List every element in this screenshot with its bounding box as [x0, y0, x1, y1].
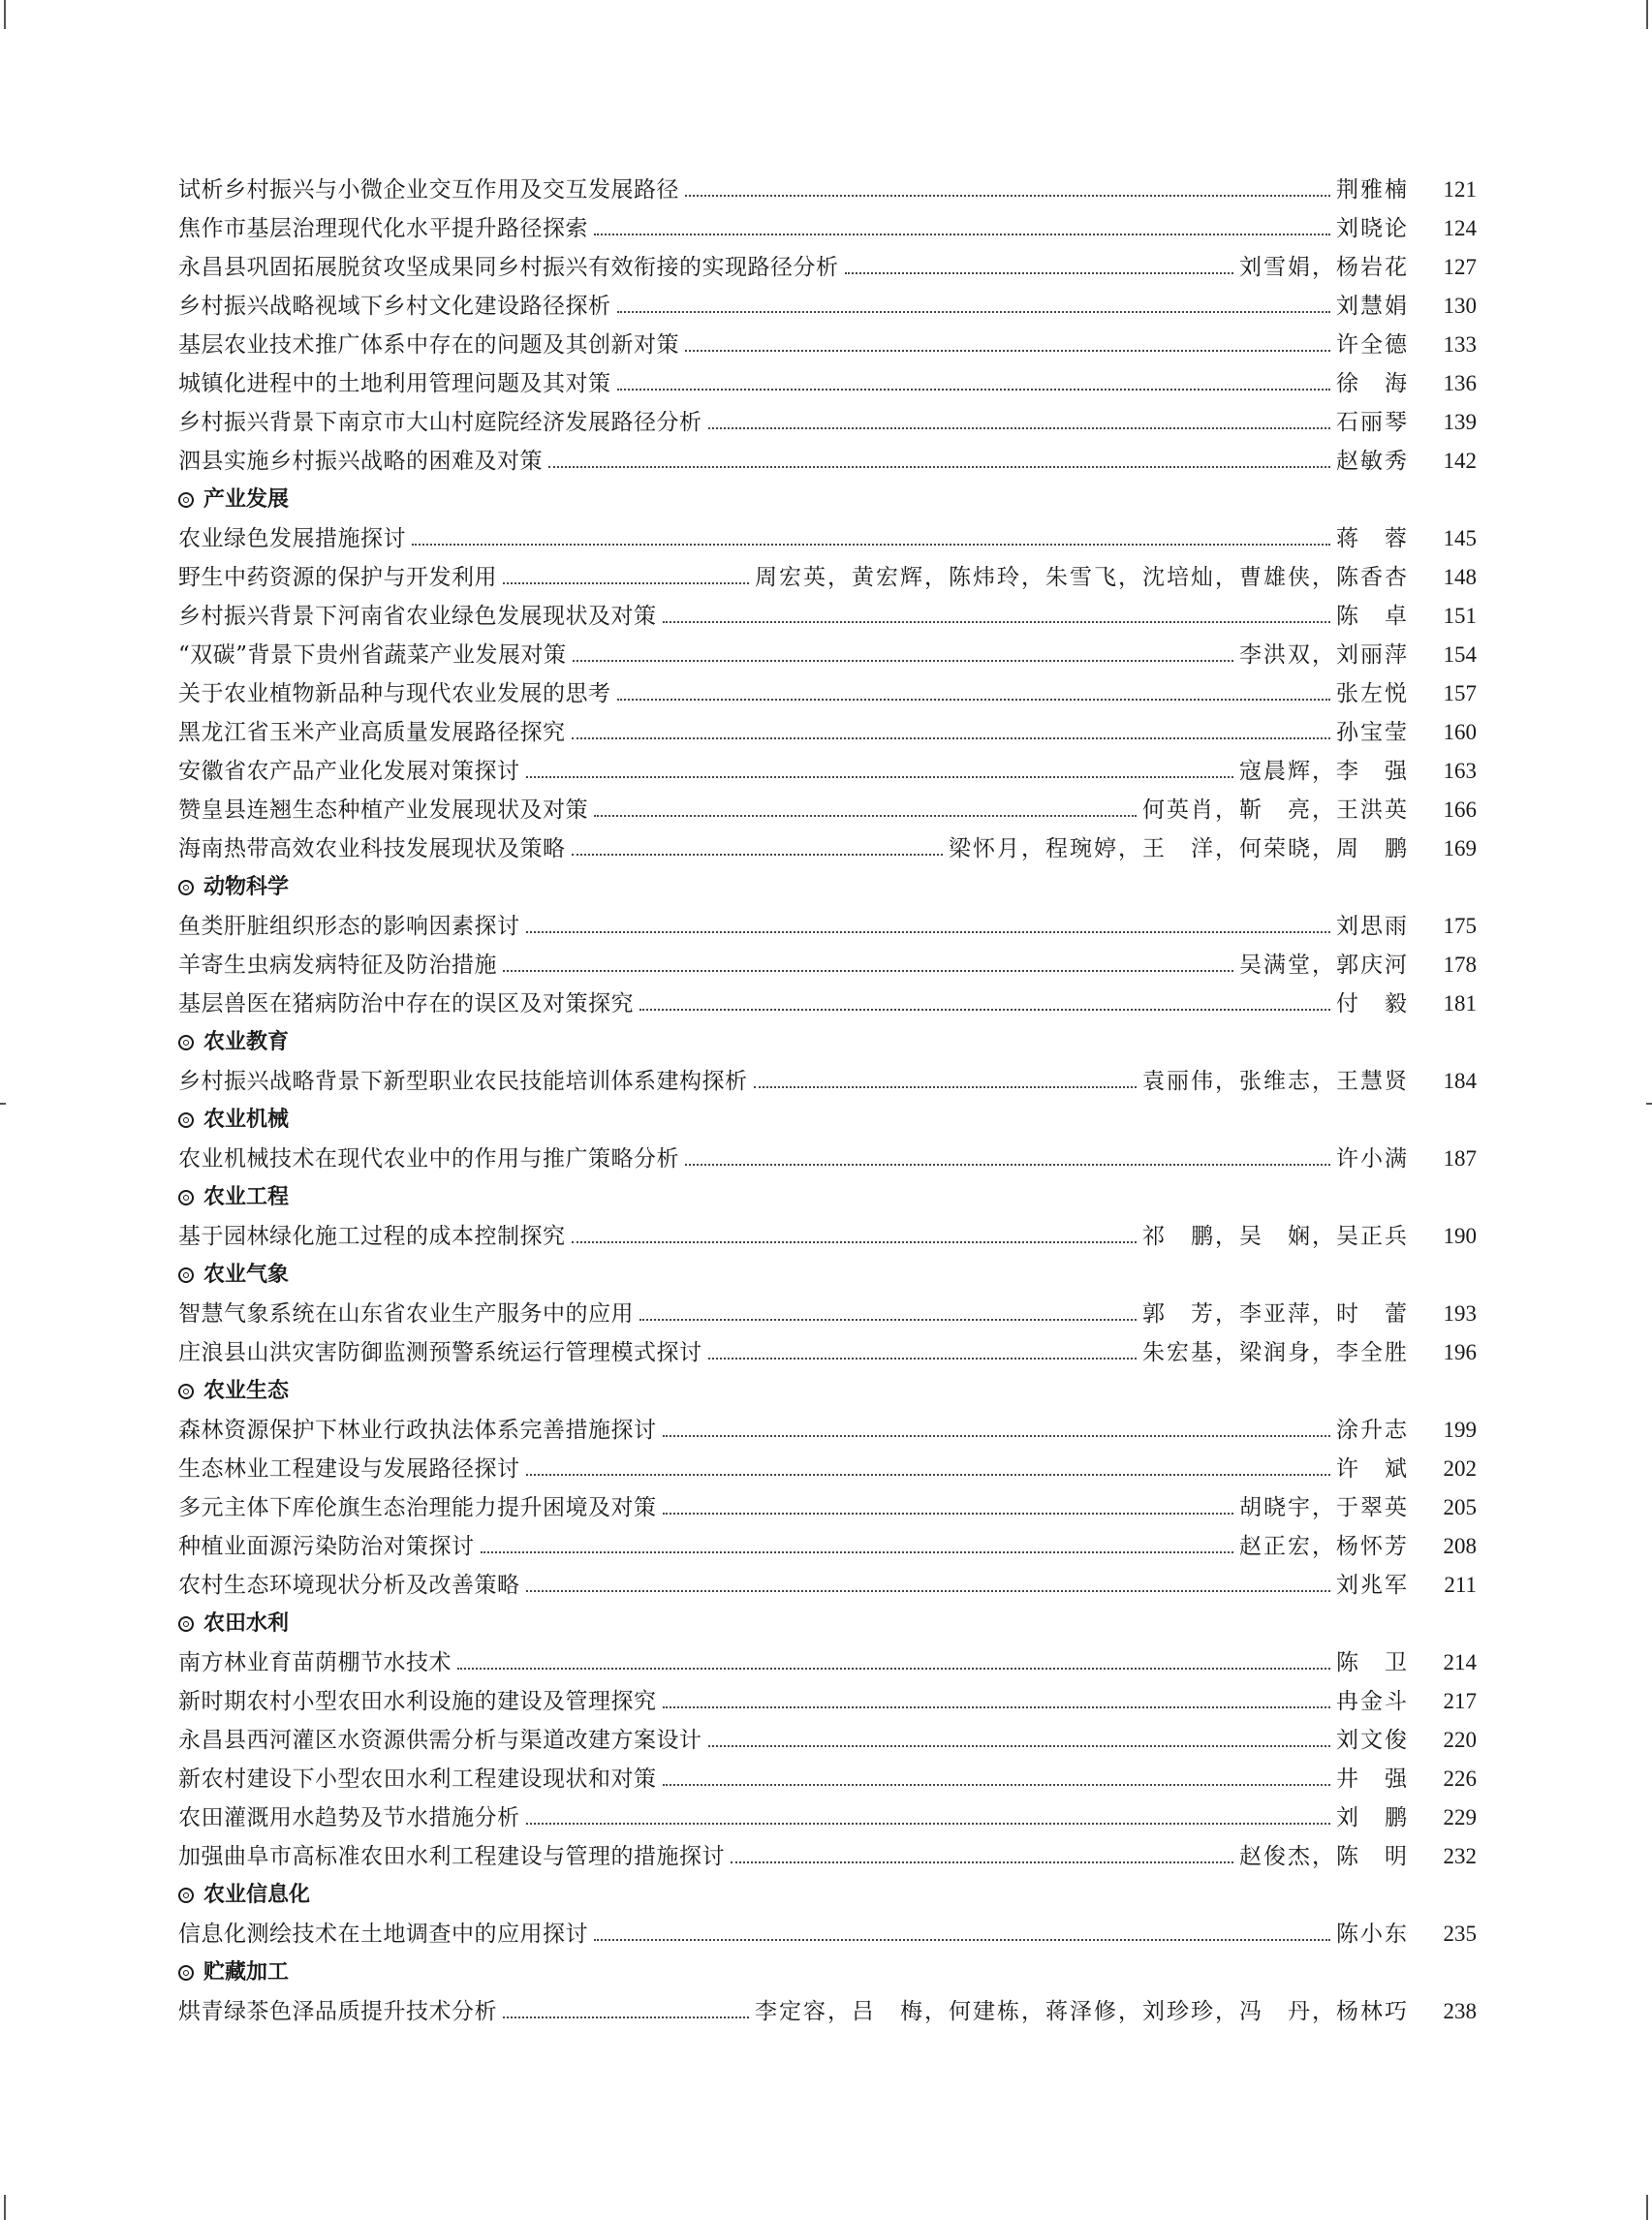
- dot-leader: [639, 1319, 1137, 1321]
- toc-entry[interactable]: [178, 985, 1477, 1023]
- article-title: 基层兽医在猪病防治中存在的误区及对策探究: [178, 991, 634, 1016]
- section-title: 农业机械: [203, 1108, 290, 1132]
- crop-mark-bottom-left: [4, 2195, 6, 2220]
- dot-leader: [412, 544, 1330, 546]
- article-authors: 赵敏秀: [1336, 449, 1409, 474]
- toc-entry[interactable]: [178, 248, 1477, 287]
- dot-leader: [503, 582, 749, 584]
- dot-leader: [663, 1435, 1331, 1437]
- article-title: 南方林业育苗荫棚节水技术: [178, 1650, 452, 1675]
- page-number: 184: [1443, 1069, 1477, 1093]
- article-authors: 井 强: [1336, 1767, 1409, 1792]
- article-title: 信息化测绘技术在土地调查中的应用探讨: [178, 1922, 588, 1947]
- dot-leader: [548, 466, 1330, 468]
- toc-entry[interactable]: [178, 1411, 1477, 1450]
- article-title: 庄浪县山洪灾害防御监测预警系统运行管理模式探讨: [178, 1340, 702, 1365]
- dot-leader: [708, 427, 1331, 429]
- dot-leader: [663, 621, 1331, 623]
- article-title: 乡村振兴背景下河南省农业绿色发展现状及对策: [178, 604, 657, 629]
- section-title: 农业气象: [203, 1263, 290, 1287]
- toc-entry[interactable]: [178, 442, 1477, 481]
- page-number: 199: [1443, 1418, 1477, 1442]
- article-authors: 赵俊杰，陈 明: [1239, 1844, 1409, 1869]
- page-number: 217: [1443, 1689, 1477, 1713]
- toc-entry[interactable]: [178, 1062, 1477, 1101]
- double-circle-bullet-icon: [178, 1616, 194, 1632]
- toc-entry[interactable]: [178, 1527, 1477, 1566]
- crop-mark-middle-left: [0, 1103, 6, 1105]
- article-title: 新时期农村小型农田水利设施的建设及管理探究: [178, 1689, 657, 1714]
- double-circle-bullet-icon: [178, 1965, 194, 1981]
- article-authors: 祁 鹏，吴 娴，吴正兵: [1142, 1224, 1409, 1249]
- article-authors: 梁怀月，程琬婷，王 洋，何荣晓，周 鹏: [949, 836, 1409, 861]
- toc-entry[interactable]: [178, 171, 1477, 209]
- article-authors: 刘文俊: [1336, 1728, 1409, 1753]
- section-title: 贮藏加工: [203, 1960, 290, 1985]
- article-authors: 付 毅: [1336, 991, 1409, 1016]
- section-title: 农业教育: [203, 1030, 290, 1054]
- dot-leader: [731, 1861, 1233, 1863]
- section-title: 产业发展: [203, 487, 290, 512]
- article-title: 烘青绿茶色泽品质提升技术分析: [178, 1999, 497, 2024]
- double-circle-bullet-icon: [178, 1888, 194, 1903]
- page-number: 169: [1443, 836, 1477, 860]
- toc-entry[interactable]: [178, 1333, 1477, 1372]
- toc-entry[interactable]: [178, 1295, 1477, 1333]
- toc-entry[interactable]: [178, 1798, 1477, 1837]
- dot-leader: [526, 1590, 1331, 1592]
- section-title: 农业工程: [203, 1185, 290, 1209]
- article-title: 安徽省农产品产业化发展对策探讨: [178, 759, 520, 784]
- page-number: 163: [1443, 759, 1477, 783]
- page-number: 178: [1443, 953, 1477, 977]
- crop-mark-top-left: [4, 0, 6, 29]
- article-title: 农业机械技术在现代农业中的作用与推广策略分析: [178, 1146, 679, 1172]
- page-number: 121: [1443, 177, 1477, 202]
- article-title: 永昌县西河灌区水资源供需分析与渠道改建方案设计: [178, 1728, 702, 1753]
- dot-leader: [526, 931, 1331, 933]
- article-title: 生态林业工程建设与发展路径探讨: [178, 1456, 520, 1482]
- page-number: 235: [1443, 1922, 1477, 1946]
- toc-entry[interactable]: [178, 946, 1477, 985]
- article-title: 森林资源保护下林业行政执法体系完善措施探讨: [178, 1418, 657, 1443]
- page-number: 226: [1443, 1767, 1477, 1791]
- article-authors: 刘 鹏: [1336, 1805, 1409, 1830]
- dot-leader: [573, 660, 1233, 662]
- dot-leader: [663, 1784, 1331, 1786]
- article-title: 永昌县巩固拓展脱贫攻坚成果同乡村振兴有效衔接的实现路径分析: [178, 255, 839, 280]
- article-title: 乡村振兴战略视域下乡村文化建设路径探析: [178, 294, 611, 319]
- double-circle-bullet-icon: [178, 880, 194, 895]
- double-circle-bullet-icon: [178, 1035, 194, 1050]
- toc-entry[interactable]: [178, 1488, 1477, 1527]
- toc-entry[interactable]: [178, 713, 1477, 752]
- toc-entry[interactable]: [178, 558, 1477, 597]
- dot-leader: [594, 815, 1137, 817]
- double-circle-bullet-icon: [178, 1190, 194, 1205]
- article-authors: 徐 海: [1336, 371, 1409, 396]
- article-authors: 陈小东: [1336, 1922, 1409, 1947]
- double-circle-bullet-icon: [178, 492, 194, 508]
- section-heading: [178, 1178, 1477, 1217]
- article-authors: 周宏英，黄宏辉，陈炜玲，朱雪飞，沈培灿，曹雄侠，陈香杏: [755, 565, 1409, 590]
- article-authors: 李定容，吕 梅，何建栋，蒋泽修，刘珍珍，冯 丹，杨林巧: [755, 1999, 1409, 2024]
- page-number: 148: [1443, 565, 1477, 589]
- article-title: 多元主体下库伦旗生态治理能力提升困境及对策: [178, 1495, 657, 1520]
- article-authors: 郭 芳，李亚萍，时 蕾: [1142, 1301, 1409, 1327]
- section-title: 动物科学: [203, 875, 290, 899]
- article-authors: 许全德: [1336, 332, 1409, 358]
- article-authors: 何英肖，靳 亮，王洪英: [1142, 797, 1409, 823]
- dot-leader: [845, 272, 1234, 274]
- page-number: 151: [1443, 604, 1477, 628]
- dot-leader: [708, 1358, 1138, 1360]
- dot-leader: [481, 1551, 1234, 1553]
- dot-leader: [457, 1668, 1330, 1670]
- toc-entry[interactable]: [178, 326, 1477, 364]
- dot-leader: [594, 234, 1330, 235]
- article-title: 乡村振兴战略背景下新型职业农民技能培训体系建构探析: [178, 1069, 748, 1094]
- article-title: 鱼类肝脏组织形态的影响因素探讨: [178, 914, 520, 939]
- page-number: 193: [1443, 1301, 1477, 1326]
- toc-entry[interactable]: [178, 1721, 1477, 1760]
- toc-entry[interactable]: [178, 1217, 1477, 1256]
- article-authors: 陈 卫: [1336, 1650, 1409, 1675]
- dot-leader: [663, 1706, 1331, 1708]
- dot-leader: [617, 699, 1331, 701]
- page-number: 157: [1443, 681, 1477, 705]
- article-title: 种植业面源污染防治对策探讨: [178, 1534, 475, 1559]
- dot-leader: [503, 2017, 749, 2018]
- page-number: 160: [1443, 720, 1477, 744]
- page-number: 127: [1443, 255, 1477, 279]
- double-circle-bullet-icon: [178, 1384, 194, 1399]
- article-title: 基于园林绿化施工过程的成本控制探究: [178, 1224, 566, 1249]
- dot-leader: [685, 195, 1330, 197]
- crop-mark-bottom-right: [1646, 2195, 1648, 2220]
- article-authors: 刘思雨: [1336, 914, 1409, 939]
- page-number: 124: [1443, 216, 1477, 240]
- toc-entry[interactable]: [178, 1682, 1477, 1721]
- page-number: 133: [1443, 332, 1477, 357]
- page-number: 220: [1443, 1728, 1477, 1752]
- article-title: 关于农业植物新品种与现代农业发展的思考: [178, 681, 611, 706]
- page-number: 196: [1443, 1340, 1477, 1364]
- article-authors: 李洪双，刘丽萍: [1239, 642, 1409, 668]
- article-title: 城镇化进程中的土地利用管理问题及其对策: [178, 371, 611, 396]
- section-heading: [178, 1101, 1477, 1140]
- page-number: 211: [1444, 1573, 1477, 1597]
- dot-leader: [572, 1241, 1138, 1243]
- dot-leader: [503, 970, 1233, 972]
- article-authors: 孙宝莹: [1336, 720, 1409, 745]
- article-title: 赞皇县连翘生态种植产业发展现状及对策: [178, 797, 588, 823]
- article-title: “双碳”背景下贵州省蔬菜产业发展对策: [178, 642, 567, 668]
- toc-entry[interactable]: [178, 209, 1477, 248]
- page-number: 142: [1443, 449, 1477, 473]
- section-heading: [178, 868, 1477, 907]
- page-number: 208: [1443, 1534, 1477, 1558]
- toc-entry[interactable]: [178, 364, 1477, 403]
- article-title: 焦作市基层治理现代化水平提升路径探索: [178, 216, 588, 241]
- article-authors: 袁丽伟，张维志，王慧贤: [1142, 1069, 1409, 1094]
- toc-entry[interactable]: [178, 1992, 1477, 2031]
- toc-entry[interactable]: [178, 519, 1477, 558]
- article-authors: 许小满: [1336, 1146, 1409, 1172]
- crop-mark-middle-right: [1646, 1103, 1652, 1105]
- article-title: 新农村建设下小型农田水利工程建设现状和对策: [178, 1767, 657, 1792]
- section-heading: [178, 1023, 1477, 1062]
- page-number: 238: [1443, 1999, 1477, 2023]
- dot-leader: [663, 1513, 1234, 1515]
- page-number: 139: [1443, 410, 1477, 434]
- section-heading: [178, 1954, 1477, 1992]
- article-title: 试析乡村振兴与小微企业交互作用及交互发展路径: [178, 177, 679, 203]
- page-number: 205: [1443, 1495, 1477, 1519]
- toc-entry[interactable]: [178, 403, 1477, 442]
- page-number: 145: [1443, 526, 1477, 550]
- article-title: 加强曲阜市高标准农田水利工程建设与管理的措施探讨: [178, 1844, 725, 1869]
- toc-entry[interactable]: [178, 1643, 1477, 1682]
- dot-leader: [526, 1474, 1331, 1476]
- toc-entry[interactable]: [178, 636, 1477, 674]
- dot-leader: [754, 1086, 1138, 1088]
- toc-entry[interactable]: [178, 752, 1477, 791]
- article-authors: 吴满堂，郭庆河: [1239, 953, 1409, 978]
- section-heading: [178, 1256, 1477, 1295]
- table-of-contents: [178, 171, 1477, 2031]
- double-circle-bullet-icon: [178, 1267, 194, 1283]
- section-title: 农业生态: [203, 1379, 290, 1403]
- article-authors: 赵正宏，杨怀芳: [1239, 1534, 1409, 1559]
- article-title: 农业绿色发展措施探讨: [178, 526, 406, 551]
- toc-entry[interactable]: [178, 1760, 1477, 1798]
- article-title: 智慧气象系统在山东省农业生产服务中的应用: [178, 1301, 634, 1327]
- toc-entry[interactable]: [178, 1566, 1477, 1605]
- section-heading: [178, 1876, 1477, 1915]
- article-authors: 陈 卓: [1336, 604, 1409, 629]
- section-title: 农业信息化: [203, 1883, 311, 1907]
- page-number: 181: [1443, 991, 1477, 1016]
- toc-entry[interactable]: [178, 1450, 1477, 1488]
- page-number: 214: [1443, 1650, 1477, 1674]
- article-authors: 许 斌: [1336, 1456, 1409, 1482]
- dot-leader: [594, 1939, 1330, 1941]
- toc-entry[interactable]: [178, 829, 1477, 868]
- dot-leader: [526, 1823, 1331, 1825]
- article-authors: 石丽琴: [1336, 410, 1409, 435]
- article-title: 农田灌溉用水趋势及节水措施分析: [178, 1805, 520, 1830]
- page-number: 187: [1443, 1146, 1477, 1171]
- article-title: 海南热带高效农业科技发展现状及策略: [178, 836, 566, 861]
- crop-mark-top-right: [1646, 0, 1648, 29]
- toc-entry[interactable]: [178, 907, 1477, 946]
- dot-leader: [685, 1164, 1330, 1166]
- article-title: 基层农业技术推广体系中存在的问题及其创新对策: [178, 332, 679, 358]
- toc-entry[interactable]: [178, 1915, 1477, 1954]
- dot-leader: [617, 311, 1331, 313]
- page-number: 202: [1443, 1456, 1477, 1481]
- dot-leader: [685, 350, 1330, 352]
- section-heading: [178, 481, 1477, 519]
- page-number: 190: [1443, 1224, 1477, 1248]
- toc-entry[interactable]: [178, 597, 1477, 636]
- toc-entry[interactable]: [178, 1140, 1477, 1178]
- page-number: 166: [1443, 797, 1477, 822]
- section-heading: [178, 1605, 1477, 1643]
- page-number: 232: [1443, 1844, 1477, 1868]
- article-authors: 张左悦: [1336, 681, 1409, 706]
- article-authors: 蒋 蓉: [1336, 526, 1409, 551]
- dot-leader: [572, 737, 1331, 739]
- article-authors: 冉金斗: [1336, 1689, 1409, 1714]
- toc-entry[interactable]: [178, 791, 1477, 829]
- article-authors: 寇晨辉，李 强: [1239, 759, 1409, 784]
- page-number: 130: [1443, 294, 1477, 318]
- section-heading: [178, 1372, 1477, 1411]
- article-title: 羊寄生虫病发病特征及防治措施: [178, 953, 497, 978]
- article-authors: 刘雪娟，杨岩花: [1239, 255, 1409, 280]
- article-authors: 朱宏基，梁润身，李全胜: [1142, 1340, 1409, 1365]
- dot-leader: [708, 1745, 1331, 1747]
- toc-entry[interactable]: [178, 674, 1477, 713]
- article-authors: 荆雅楠: [1336, 177, 1409, 203]
- article-authors: 刘兆军: [1336, 1573, 1409, 1598]
- article-title: 泗县实施乡村振兴战略的困难及对策: [178, 449, 543, 474]
- dot-leader: [526, 776, 1234, 778]
- article-authors: 涂升志: [1336, 1418, 1409, 1443]
- article-title: 黑龙江省玉米产业高质量发展路径探究: [178, 720, 566, 745]
- page-number: 229: [1443, 1805, 1477, 1829]
- page-number: 175: [1443, 914, 1477, 938]
- section-title: 农田水利: [203, 1611, 290, 1636]
- double-circle-bullet-icon: [178, 1112, 194, 1128]
- dot-leader: [639, 1009, 1330, 1011]
- article-authors: 刘慧娟: [1336, 294, 1409, 319]
- dot-leader: [572, 854, 944, 856]
- article-title: 野生中药资源的保护与开发利用: [178, 565, 497, 590]
- toc-entry[interactable]: [178, 287, 1477, 326]
- article-title: 乡村振兴背景下南京市大山村庭院经济发展路径分析: [178, 410, 702, 435]
- article-title: 农村生态环境现状分析及改善策略: [178, 1573, 520, 1598]
- toc-entry[interactable]: [178, 1837, 1477, 1876]
- page-number: 154: [1443, 642, 1477, 667]
- article-authors: 胡晓宇，于翠英: [1239, 1495, 1409, 1520]
- article-authors: 刘晓论: [1336, 216, 1409, 241]
- dot-leader: [617, 389, 1331, 391]
- page-number: 136: [1443, 371, 1477, 395]
